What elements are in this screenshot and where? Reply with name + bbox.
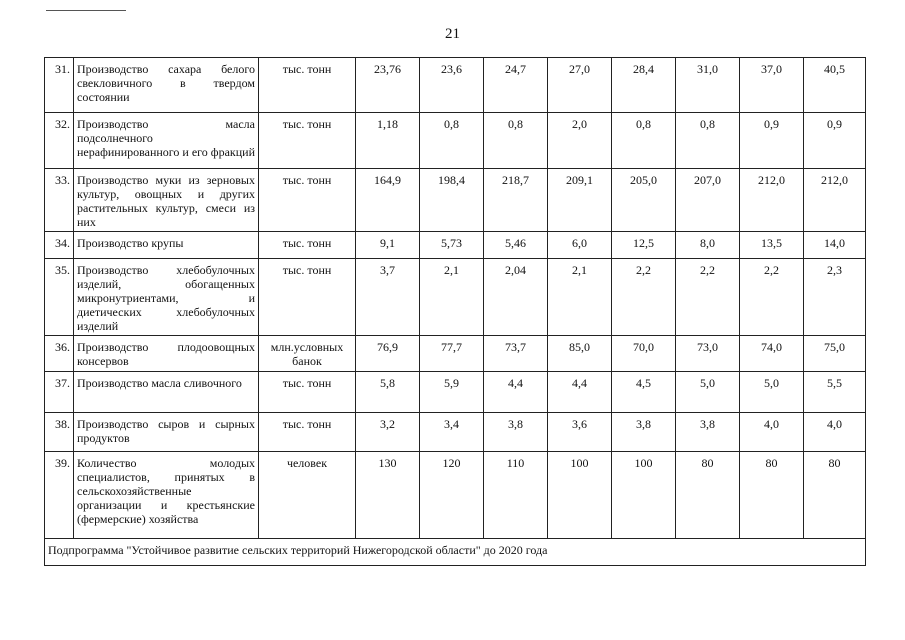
table-row bbox=[45, 232, 866, 259]
value-cell: 28,4 bbox=[612, 58, 676, 113]
value-cell: 1,18 bbox=[356, 113, 420, 169]
table-row bbox=[45, 58, 866, 113]
value-cell: 75,0 bbox=[804, 336, 866, 372]
value-cell: 2,2 bbox=[740, 259, 804, 336]
value-cell: 5,5 bbox=[804, 372, 866, 413]
row-number: 37. bbox=[45, 372, 74, 413]
value-cell: 100 bbox=[548, 452, 612, 539]
value-cell: 212,0 bbox=[740, 169, 804, 232]
subprogram-row bbox=[45, 539, 866, 566]
table-row bbox=[45, 336, 866, 372]
row-number: 38. bbox=[45, 413, 74, 452]
value-cell: 110 bbox=[484, 452, 548, 539]
subprogram-title: Подпрограмма "Устойчивое развитие сельских территорий Нижегородской области" до 2020 года bbox=[45, 539, 866, 566]
value-cell: 77,7 bbox=[420, 336, 484, 372]
value-cell: 2,0 bbox=[548, 113, 612, 169]
value-cell: 3,2 bbox=[356, 413, 420, 452]
table-row bbox=[45, 413, 866, 452]
value-cell: 3,7 bbox=[356, 259, 420, 336]
value-cell: 31,0 bbox=[676, 58, 740, 113]
row-number: 34. bbox=[45, 232, 74, 259]
indicator-name: Производство масла сливочного bbox=[74, 372, 259, 413]
value-cell: 3,8 bbox=[612, 413, 676, 452]
value-cell: 3,4 bbox=[420, 413, 484, 452]
page-number: 21 bbox=[445, 26, 460, 42]
unit-of-measure: тыс. тонн bbox=[259, 413, 356, 452]
value-cell: 85,0 bbox=[548, 336, 612, 372]
table-row bbox=[45, 372, 866, 413]
value-cell: 23,76 bbox=[356, 58, 420, 113]
value-cell: 73,0 bbox=[676, 336, 740, 372]
indicator-name: Производство крупы bbox=[74, 232, 259, 259]
value-cell: 4,5 bbox=[612, 372, 676, 413]
value-cell: 198,4 bbox=[420, 169, 484, 232]
unit-of-measure: человек bbox=[259, 452, 356, 539]
value-cell: 2,1 bbox=[548, 259, 612, 336]
value-cell: 3,8 bbox=[484, 413, 548, 452]
unit-of-measure: тыс. тонн bbox=[259, 58, 356, 113]
value-cell: 207,0 bbox=[676, 169, 740, 232]
value-cell: 0,9 bbox=[740, 113, 804, 169]
indicator-name: Производство сахара белого свекловичного в твердом состоянии bbox=[74, 58, 259, 113]
table-row bbox=[45, 259, 866, 336]
value-cell: 23,6 bbox=[420, 58, 484, 113]
row-number: 35. bbox=[45, 259, 74, 336]
indicator-name: Количество молодых специалистов, принятых в сельскохозяйственные организации и крестьянские (фермерские) хозяйства bbox=[74, 452, 259, 539]
value-cell: 4,4 bbox=[484, 372, 548, 413]
value-cell: 27,0 bbox=[548, 58, 612, 113]
value-cell: 130 bbox=[356, 452, 420, 539]
value-cell: 2,1 bbox=[420, 259, 484, 336]
row-number: 33. bbox=[45, 169, 74, 232]
table-row bbox=[45, 169, 866, 232]
value-cell: 6,0 bbox=[548, 232, 612, 259]
value-cell: 4,4 bbox=[548, 372, 612, 413]
value-cell: 3,8 bbox=[676, 413, 740, 452]
value-cell: 164,9 bbox=[356, 169, 420, 232]
row-number: 32. bbox=[45, 113, 74, 169]
table-body bbox=[45, 58, 866, 566]
value-cell: 4,0 bbox=[740, 413, 804, 452]
value-cell: 80 bbox=[676, 452, 740, 539]
value-cell: 218,7 bbox=[484, 169, 548, 232]
value-cell: 205,0 bbox=[612, 169, 676, 232]
value-cell: 8,0 bbox=[676, 232, 740, 259]
value-cell: 0,9 bbox=[804, 113, 866, 169]
unit-of-measure: млн.условных банок bbox=[259, 336, 356, 372]
value-cell: 80 bbox=[804, 452, 866, 539]
row-number: 31. bbox=[45, 58, 74, 113]
value-cell: 5,73 bbox=[420, 232, 484, 259]
unit-of-measure: тыс. тонн bbox=[259, 169, 356, 232]
value-cell: 2,2 bbox=[676, 259, 740, 336]
indicator-name: Производство масла подсолнечного нерафинированного и его фракций bbox=[74, 113, 259, 169]
value-cell: 5,9 bbox=[420, 372, 484, 413]
value-cell: 209,1 bbox=[548, 169, 612, 232]
indicator-name: Производство муки из зерновых культур, овощных и других растительных культур, смеси из них bbox=[74, 169, 259, 232]
value-cell: 3,6 bbox=[548, 413, 612, 452]
table-row bbox=[45, 452, 866, 539]
value-cell: 120 bbox=[420, 452, 484, 539]
value-cell: 73,7 bbox=[484, 336, 548, 372]
value-cell: 5,0 bbox=[676, 372, 740, 413]
value-cell: 0,8 bbox=[612, 113, 676, 169]
value-cell: 9,1 bbox=[356, 232, 420, 259]
value-cell: 24,7 bbox=[484, 58, 548, 113]
value-cell: 2,3 bbox=[804, 259, 866, 336]
value-cell: 14,0 bbox=[804, 232, 866, 259]
unit-of-measure: тыс. тонн bbox=[259, 113, 356, 169]
row-number: 36. bbox=[45, 336, 74, 372]
indicator-name: Производство хлебобулочных изделий, обогащенных микронутриентами, и диетических хлебобулочных изделий bbox=[74, 259, 259, 336]
value-cell: 13,5 bbox=[740, 232, 804, 259]
value-cell: 40,5 bbox=[804, 58, 866, 113]
indicator-table bbox=[44, 57, 866, 566]
unit-of-measure: тыс. тонн bbox=[259, 259, 356, 336]
row-number: 39. bbox=[45, 452, 74, 539]
table-row bbox=[45, 113, 866, 169]
value-cell: 212,0 bbox=[804, 169, 866, 232]
value-cell: 2,2 bbox=[612, 259, 676, 336]
value-cell: 70,0 bbox=[612, 336, 676, 372]
value-cell: 80 bbox=[740, 452, 804, 539]
indicator-name: Производство сыров и сырных продуктов bbox=[74, 413, 259, 452]
value-cell: 0,8 bbox=[420, 113, 484, 169]
value-cell: 5,46 bbox=[484, 232, 548, 259]
value-cell: 5,0 bbox=[740, 372, 804, 413]
value-cell: 4,0 bbox=[804, 413, 866, 452]
value-cell: 5,8 bbox=[356, 372, 420, 413]
value-cell: 0,8 bbox=[676, 113, 740, 169]
value-cell: 2,04 bbox=[484, 259, 548, 336]
value-cell: 37,0 bbox=[740, 58, 804, 113]
value-cell: 76,9 bbox=[356, 336, 420, 372]
unit-of-measure: тыс. тонн bbox=[259, 372, 356, 413]
value-cell: 74,0 bbox=[740, 336, 804, 372]
value-cell: 0,8 bbox=[484, 113, 548, 169]
header-rule bbox=[46, 10, 126, 11]
unit-of-measure: тыс. тонн bbox=[259, 232, 356, 259]
indicator-name: Производство плодоовощных консервов bbox=[74, 336, 259, 372]
value-cell: 12,5 bbox=[612, 232, 676, 259]
value-cell: 100 bbox=[612, 452, 676, 539]
